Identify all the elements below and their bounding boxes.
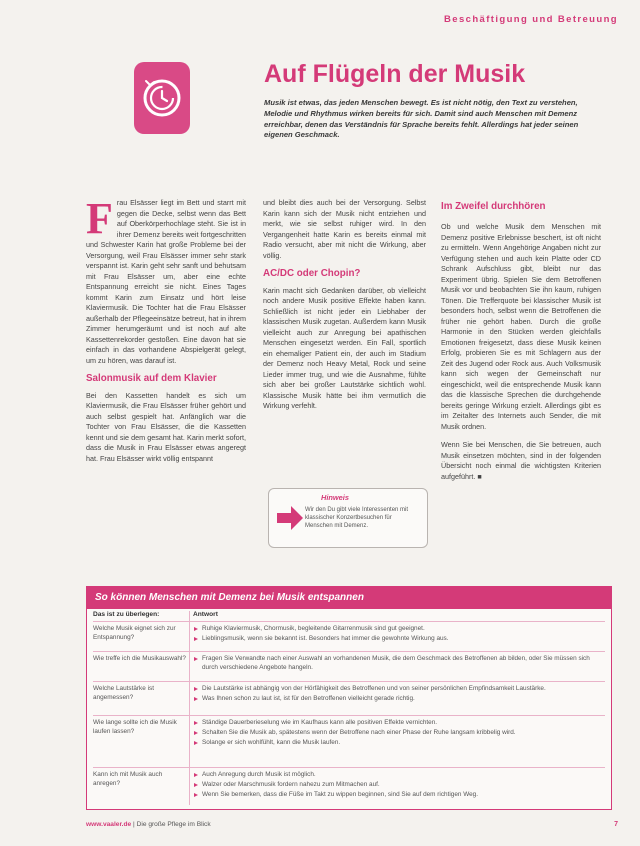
footer [86, 821, 211, 828]
lead-paragraph: Musik ist etwas, das jeden Menschen bewegt. Es ist nicht nötig, den Text zu verstehen, Melodie und Rhythmus wirken bereits für sich. Damit sind auch Menschen mit Demenz erreichbar, denen das Verständnis für Sprache bereits fehlt. Allerdings hat jeder seinen eigenen Geschmack. [264, 98, 579, 140]
answer-item: Was Ihnen schon zu laut ist, ist für den Betroffenen vielleicht gerade richtig. [193, 695, 601, 704]
table-row-question: Welche Musik eignet sich zur Entspannung? [93, 625, 176, 641]
article-column-1 [86, 194, 246, 464]
table-row-answers [193, 719, 601, 749]
table-row [93, 715, 605, 768]
clock-music-icon [134, 62, 190, 134]
subheading-zweifel: Im Zweifel durchhören [441, 201, 546, 212]
column-3-paragraph-1: Ob und welche Musik dem Menschen mit Demenz positive Erlebnisse beschert, ist oft nicht zu ermitteln. Wenn Angehörige Angaben nicht zur Verfügung stehen und auch kein Platte oder CD Schrank Aufschluss gibt, bleibt nur das Experiment übrig. Spielen Sie dem Betroffenen Musik vor und beobachten Sie ihn kaum, ruhigen Tönen. Die Trefferquote bei klassischer Musik ist besonders hoch, selbst wenn die Betroffenen die früher nie gehört haben. Durch die große Harmonie in den Stücken werden gleichfalls Emotionen freigesetzt, dass diese Musik keinen Erfolg, probieren Sie es mit Schlagern aus der Zeit des Jugend oder Rock aus. Auch Volksmusik kann sich wegen der Gemeinschaft nur eingeschickt, weil die entsprechende Musik kann das die klassische Sprechen die durchgehende bereits geringe Wirkung erzielt. Allerdings gibt es im Zeitalter des Internets auch Sender, die mit Musik ordnen. [441, 222, 601, 431]
subheading-salonmusik: Salonmusik auf dem Klavier [86, 373, 217, 384]
column-2-paragraph-1: und bleibt dies auch bei der Versorgung. Selbst Karin kann sich der Musik nicht entziehen und merkt, wie sie selbst ruhiger wird. In den Vergangenheit hatte Karin es bereits einmal mit Radio versucht, aber mit nicht die Wirkung, aber völlig. [263, 198, 426, 260]
table-row-answers [193, 685, 601, 705]
column-1-paragraph-2: Bei den Kassetten handelt es sich um Klaviermusik, die Frau Elsässer früher gehört und auch selbst gespielt hat. Anfänglich war die Tochter von Frau Elsässer, die die Kassetten kennt und sie dem gesamt hat. Karin merkt sofort, dass die Musik in Frau Elsässer etwas angeregt hat. Frau Elsässer wirkt völlig entspannt [86, 390, 246, 463]
footer-url[interactable]: www.vaaler.de [86, 821, 132, 828]
tips-table [86, 586, 612, 810]
answer-item: Fragen Sie Verwandte nach einer Auswahl an vorhandenen Musik, die dem Geschmack des Betroffenen ab bilden, oder Sie müssen sich durch verschiedene Angebote hangeln. [193, 655, 601, 672]
subheading-acdc-chopin: AC/DC oder Chopin? [263, 268, 361, 279]
answer-item: Lieblingsmusik, wenn sie bekannt ist. Besonders hat immer die gewohnte Wirkung aus. [193, 635, 601, 644]
answer-item: Walzer oder Marschmusik fordern nahezu zum Mitmachen auf. [193, 781, 601, 790]
table-row [93, 651, 605, 682]
table-row-answers [193, 625, 601, 645]
table-row [93, 681, 605, 716]
table-row-question: Wie lange sollte ich die Musik laufen lassen? [93, 719, 177, 735]
page-number: 7 [614, 821, 618, 828]
section-heading: Beschäftigung und Betreuung [444, 14, 618, 25]
column-2-paragraph-2: Karin macht sich Gedanken darüber, ob vielleicht noch andere Musik positive Effekte haben kann. Schließlich ist nicht jeder ein Liebhaber der klassischen Musik zugetan. Außerdem kann Musik vielleicht auch zur Anregung bei apathischen Menschen eingesetzt werden. Ein Fall, sportlich ein ehemaliger Patient ein, der auch im Stadium der Demenz noch Heavy Metal, Rock und seine Lieder immer trug, und wie die Ausnahme, fühlte sich aber bei großer Lautstärke sichtlich wohl. Klassische Musik hätte bei ihm vermutlich die Wirkung verfehlt. [263, 285, 426, 410]
article-column-3 [441, 222, 601, 482]
answer-item: Schalten Sie die Musik ab, spätestens wenn der Betroffene nach einer Phase der Ruhe langsam kribbelig wird. [193, 729, 601, 738]
answer-item: Solange er sich wohlfühlt, kann die Musik laufen. [193, 739, 601, 748]
arrow-right-icon [275, 503, 305, 533]
answer-item: Die Lautstärke ist abhängig von der Hörfähigkeit des Betroffenen und von seiner persönlichen Empfindsamkeit Laustärke. [193, 685, 601, 694]
page-title: Auf Flügeln der Musik [264, 60, 526, 88]
table-header-answer: Antwort [193, 611, 218, 618]
hint-text: Wir den Du gibt viele Interessenten mit klassischer Konzertbesuchen für Menschen mit Demenz. [305, 507, 409, 529]
table-row-answers [193, 771, 601, 801]
table-header-question: Das ist zu überlegen: [93, 611, 160, 618]
answer-item: Ständige Dauerberieselung wie im Kaufhaus kann alle positiven Effekte vernichten. [193, 719, 601, 728]
hint-label: Hinweis [321, 493, 349, 502]
drop-cap: F [86, 194, 113, 243]
footer-text: | Die große Pflege im Blick [133, 821, 211, 828]
music-topic-icon [134, 62, 190, 134]
answer-item: Ruhige Klaviermusik, Chormusik, begleitende Gitarrenmusik sind gut geeignet. [193, 625, 601, 634]
answer-item: Auch Anregung durch Musik ist möglich. [193, 771, 601, 780]
article-column-2 [263, 198, 426, 412]
table-row-answers [193, 655, 601, 674]
hint-box [268, 488, 428, 548]
table-row-question: Kann ich mit Musik auch anregen? [93, 771, 163, 787]
table-row [93, 621, 605, 652]
table-row [93, 767, 605, 808]
column-1-paragraph-1: rau Elsässer liegt im Bett und starrt mit gegen die Decke, selbst wenn das Bett auf Oberkörperhochlage steht. Sie ist in ihrer Demenz bereits weit fortgeschritten und Schwester Karin hat große Probleme bei der Versorgung, weil Frau Elsässer immer sehr stark verspannt ist. Karin geht sehr sanft und behutsam mit Frau Elsässer um, aber eine echte Entspannung erreicht sie nicht. Eines Tages kommt Karin zum Einsatz und hört leise Klaviermusik. Die Tochter hat die Frau Elsässer außerhalb der Pflegeeinsätze betreut, hat in ihrem Zimmer herumgeräumt und ist noch auf alte Kassettenrekorder gestoßen. Eine davon hat sie einfach in das vorhandene Abspielgerät gelegt, um zu hören, was darauf ist. [86, 198, 246, 365]
column-3-paragraph-2: Wenn Sie bei Menschen, die Sie betreuen, auch Musik einsetzen möchten, sind in der folgenden Übersicht noch einmal die wichtigsten Kriterien aufgeführt. ■ [441, 440, 601, 481]
answer-item: Wenn Sie bemerken, dass die Füße im Takt zu wippen beginnen, sind Sie auf dem richtigen Weg. [193, 791, 601, 800]
table-row-question: Welche Lautstärke ist angemessen? [93, 685, 154, 701]
table-title: So können Menschen mit Demenz bei Musik entspannen [87, 587, 611, 609]
table-row-question: Wie treffe ich die Musikauswahl? [93, 655, 186, 662]
